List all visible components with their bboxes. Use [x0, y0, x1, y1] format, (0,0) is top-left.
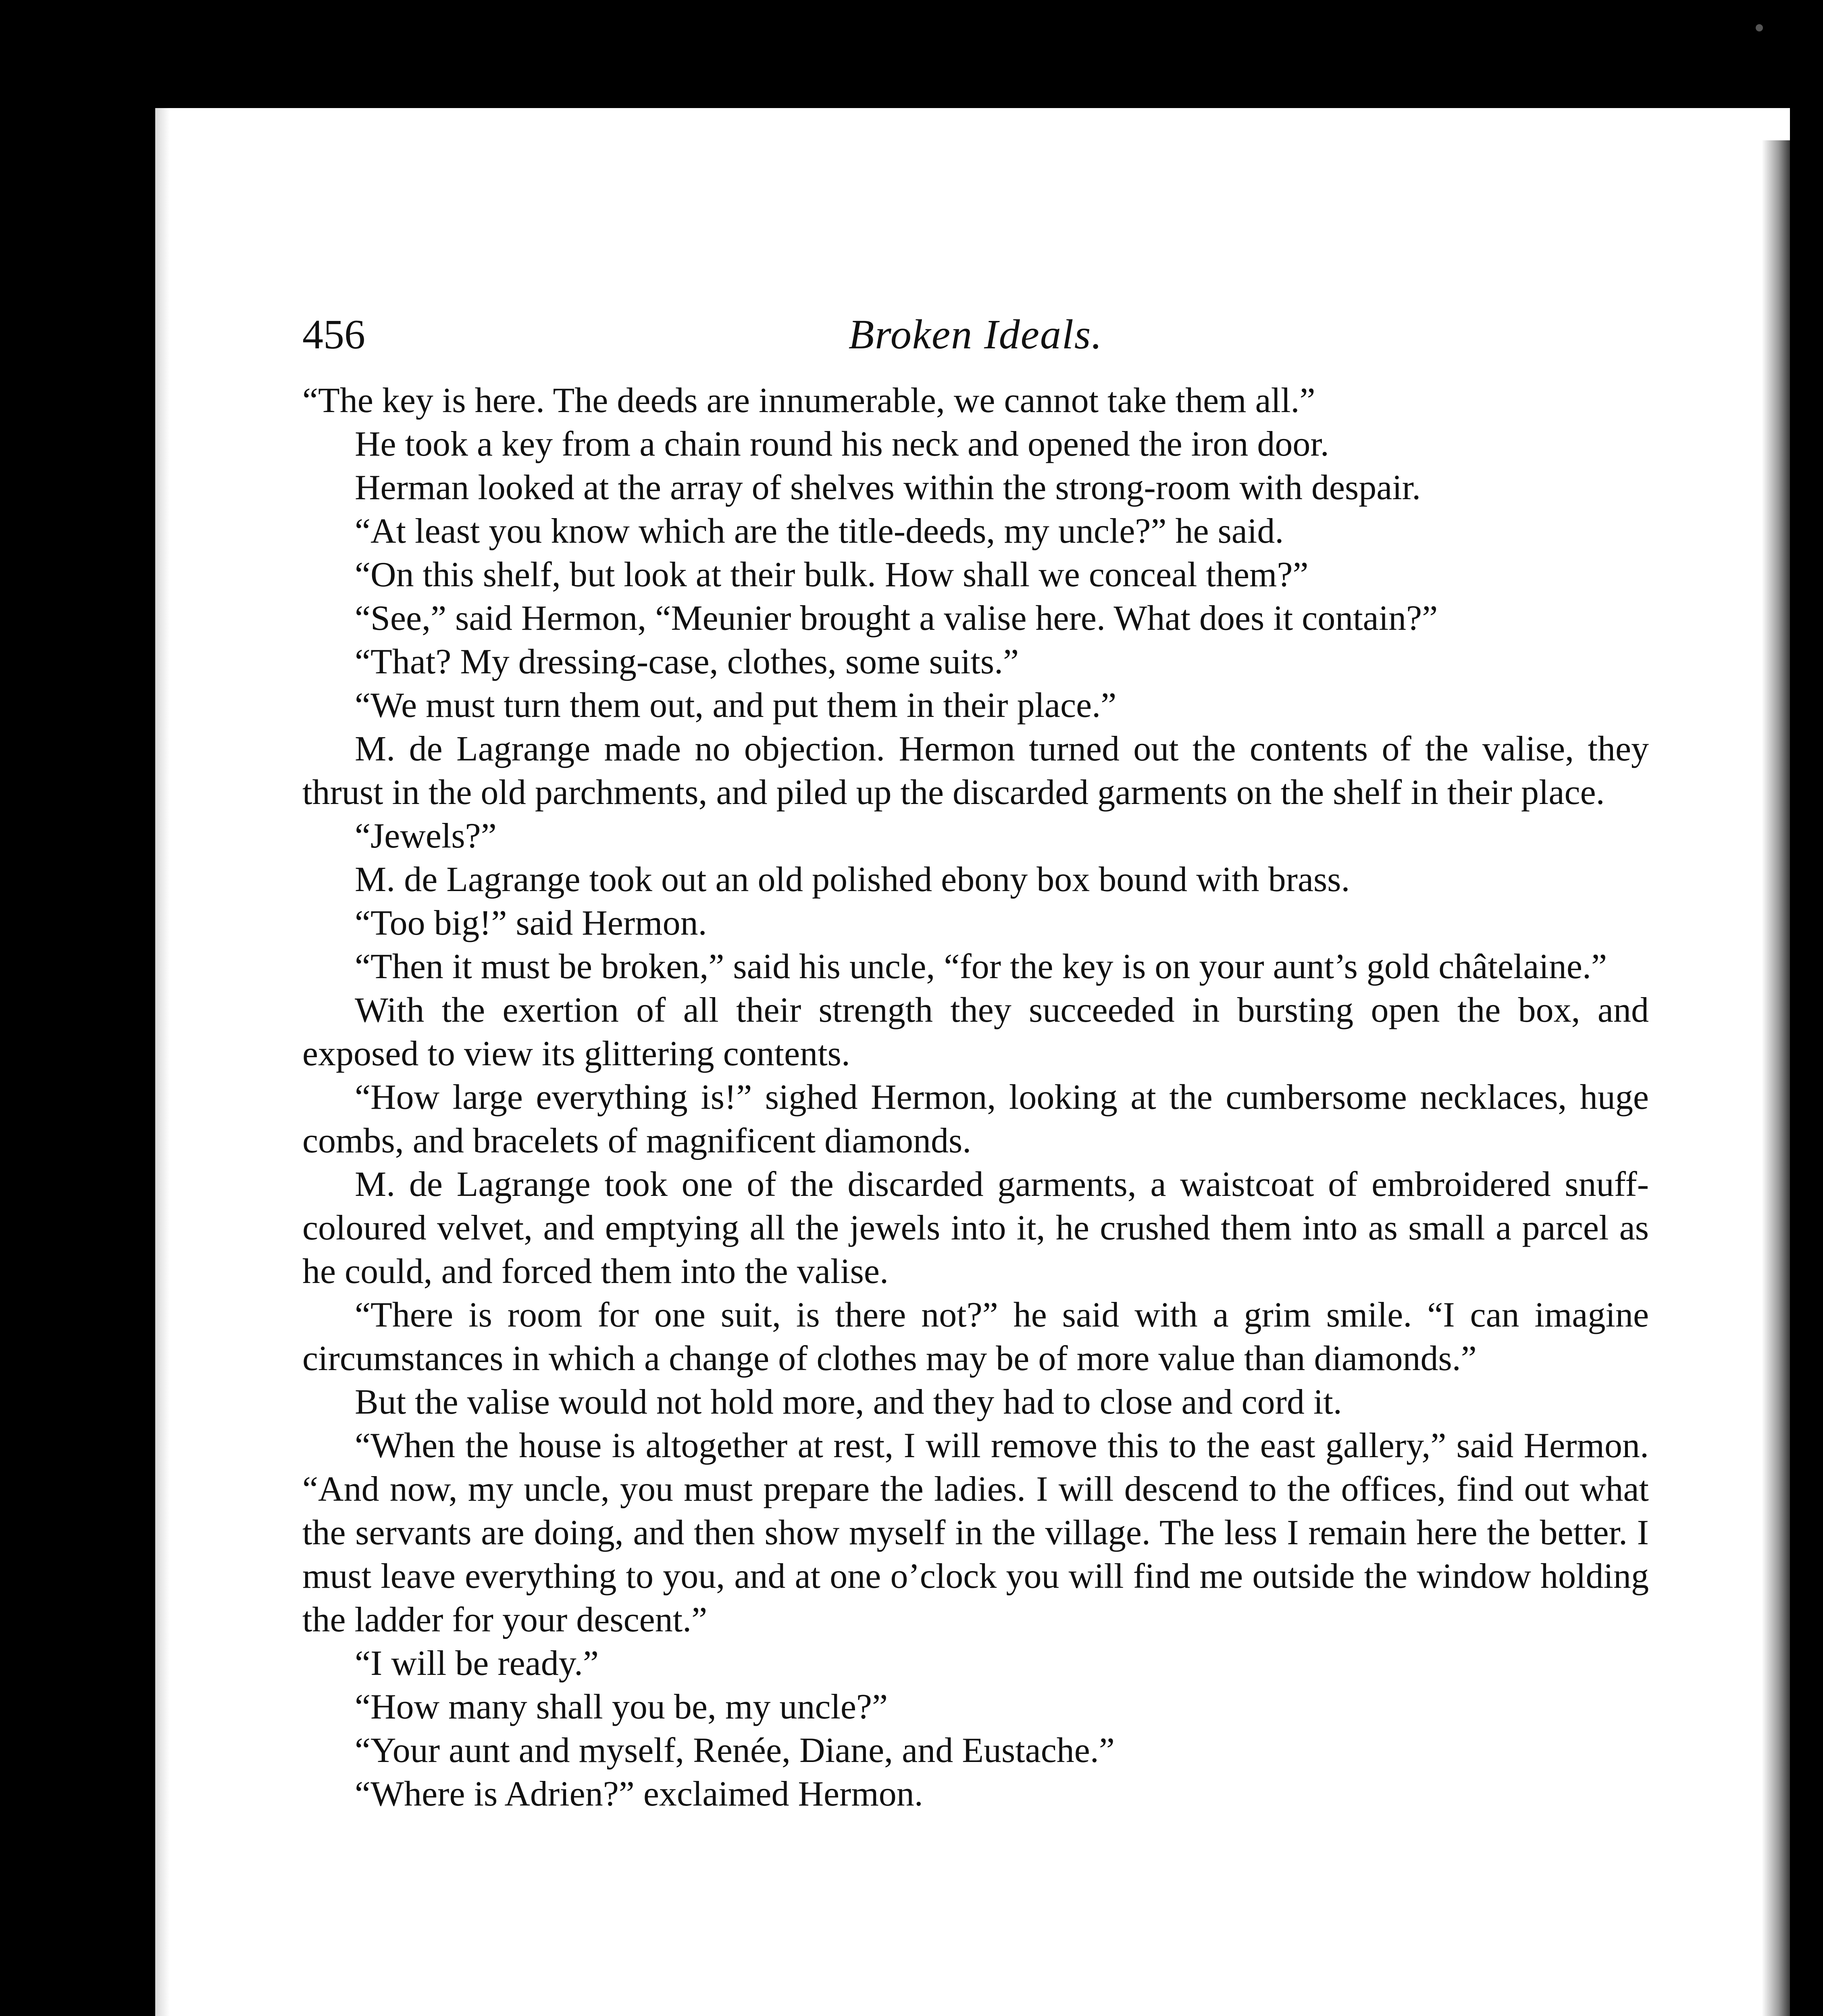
paragraph: M. de Lagrange took one of the discarded garments, a waistcoat of embroidered snuff-coloured velvet, and emptying all the jewels into it, he crushed them into as small a parcel as he could, and forced them into the valise. — [302, 1165, 1649, 1291]
paragraph: He took a key from a chain round his neck and opened the iron door. — [355, 425, 1329, 464]
paragraph: “Jewels?” — [355, 816, 497, 856]
paragraph: “At least you know which are the title-deeds, my uncle?” he said. — [355, 512, 1284, 551]
paragraph: But the valise would not hold more, and they had to close and cord it. — [355, 1383, 1342, 1422]
gutter-shadow — [155, 108, 170, 2016]
running-head — [302, 308, 1649, 361]
body-text — [302, 379, 1649, 1816]
paragraph: “See,” said Hermon, “Meunier brought a valise here. What does it contain?” — [355, 599, 1438, 638]
running-title: Broken Ideals. — [848, 311, 1103, 358]
paragraph: “Too big!” said Hermon. — [355, 904, 707, 943]
paragraph: With the exertion of all their strength they succeeded in bursting open the box, and exposed to view its glittering contents. — [302, 991, 1649, 1073]
paragraph: “When the house is altogether at rest, I will remove this to the east gallery,” said Hermon. “And now, my uncle, you must prepare the ladies. I will descend to the offices, find out what the servants are doing, and then show myself in the village. The less I remain here the better. I must leave everything to you, and at one o’clock you will find me outside the window holding the ladder for your descent.” — [302, 1426, 1649, 1639]
paragraph: “I will be ready.” — [355, 1644, 599, 1683]
paragraph: “Then it must be broken,” said his uncle, “for the key is on your aunt’s gold châtelaine.” — [355, 947, 1607, 986]
paragraph: “We must turn them out, and put them in their place.” — [355, 686, 1117, 725]
paragraph: “Where is Adrien?” exclaimed Hermon. — [355, 1774, 923, 1814]
paragraph: “How large everything is!” sighed Hermon, looking at the cumbersome necklaces, huge combs, and bracelets of magnificent diamonds. — [302, 1078, 1649, 1160]
paragraph: “There is room for one suit, is there not?” he said with a grim smile. “I can imagine circumstances in which a change of clothes may be of more value than diamonds.” — [302, 1295, 1649, 1378]
paragraph: “That? My dressing-case, clothes, some suits.” — [355, 642, 1019, 681]
page-number: 456 — [302, 311, 365, 358]
paragraph: Herman looked at the array of shelves within the strong-room with despair. — [355, 468, 1421, 507]
paragraph: M. de Lagrange made no objection. Hermon turned out the contents of the valise, they thrust in the old parchments, and piled up the discarded garments on the shelf in their place. — [302, 729, 1649, 812]
paragraph: “How many shall you be, my uncle?” — [355, 1687, 888, 1727]
paragraph: M. de Lagrange took out an old polished ebony box bound with brass. — [355, 860, 1350, 899]
dust-speck — [1756, 24, 1763, 31]
page-edge-shadow — [1762, 140, 1790, 2016]
paragraph: “The key is here. The deeds are innumerable, we cannot take them all.” — [302, 381, 1315, 420]
paragraph: “On this shelf, but look at their bulk. How shall we conceal them?” — [355, 555, 1309, 594]
paragraph: “Your aunt and myself, Renée, Diane, and Eustache.” — [355, 1731, 1115, 1770]
